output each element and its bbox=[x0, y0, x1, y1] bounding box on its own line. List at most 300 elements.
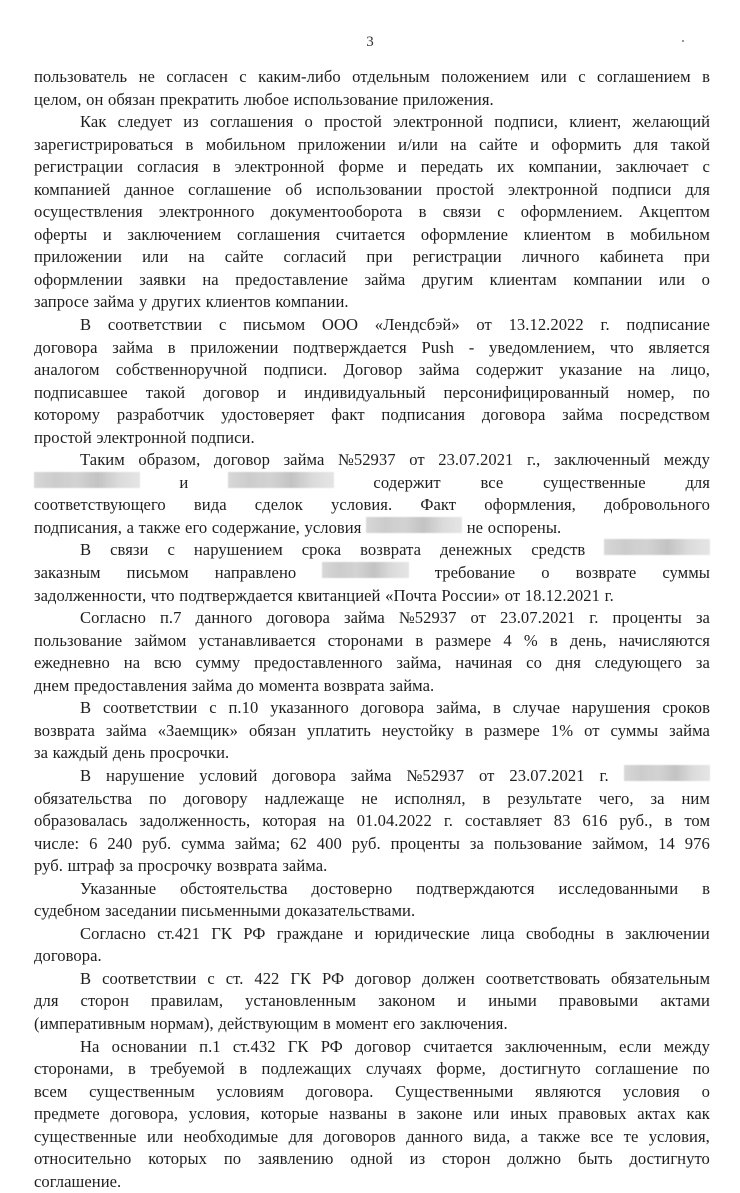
word: ст. bbox=[225, 968, 244, 988]
word: - bbox=[468, 337, 475, 357]
word: с bbox=[207, 968, 215, 988]
word: Согласно bbox=[80, 608, 146, 628]
word: собственноручной bbox=[115, 360, 248, 380]
word: для bbox=[34, 991, 59, 1011]
word: письмом bbox=[243, 315, 306, 335]
word: содержит bbox=[373, 472, 441, 492]
word: составляет bbox=[464, 811, 542, 831]
word: по bbox=[223, 1149, 242, 1169]
word: размере bbox=[435, 630, 492, 650]
word: проценты bbox=[390, 833, 460, 853]
word: между bbox=[663, 1036, 710, 1056]
word: Существенными bbox=[395, 1081, 514, 1101]
word: нарушением bbox=[193, 540, 283, 560]
word: за bbox=[119, 856, 134, 876]
word: их bbox=[497, 157, 515, 177]
word: и bbox=[457, 991, 467, 1011]
word: штраф bbox=[67, 856, 115, 876]
text-line bbox=[34, 179, 710, 202]
word: актами bbox=[660, 991, 710, 1011]
word: На bbox=[80, 1036, 100, 1056]
word: от bbox=[504, 585, 521, 605]
word: заседании bbox=[105, 901, 177, 921]
word: оформить bbox=[551, 134, 622, 154]
word: о bbox=[701, 1081, 710, 1101]
word: требуемой bbox=[150, 1059, 225, 1079]
word: за bbox=[695, 608, 710, 628]
word: одной bbox=[350, 1149, 393, 1169]
text-line bbox=[34, 134, 710, 157]
word: регистрации bbox=[412, 247, 502, 267]
word: правовыми bbox=[558, 991, 639, 1011]
word: передать bbox=[420, 157, 484, 177]
word: 4 bbox=[503, 630, 512, 650]
word: 83 bbox=[553, 811, 571, 831]
word: всем bbox=[34, 1081, 68, 1101]
text-line bbox=[34, 945, 710, 968]
word: в bbox=[702, 67, 710, 86]
word: и/или bbox=[398, 134, 438, 154]
word: иных bbox=[510, 1104, 548, 1124]
word: займа bbox=[364, 269, 406, 289]
word: достигнуто bbox=[629, 1149, 710, 1169]
word: возврата bbox=[360, 540, 422, 560]
word: согласий bbox=[283, 247, 347, 267]
text-line bbox=[34, 810, 710, 833]
word: возврата bbox=[323, 675, 385, 695]
word: днем bbox=[34, 675, 70, 695]
text-line bbox=[34, 855, 710, 878]
word: те bbox=[623, 1126, 639, 1146]
word: 14 bbox=[658, 833, 675, 853]
word: факт bbox=[331, 405, 365, 425]
text-line bbox=[34, 314, 710, 337]
word: каждый bbox=[52, 743, 109, 763]
word: пользование bbox=[34, 630, 123, 650]
word: в bbox=[185, 134, 194, 154]
word: простой bbox=[436, 179, 495, 199]
word: с bbox=[167, 540, 175, 560]
word: задолженности, bbox=[34, 585, 147, 605]
word: руб. bbox=[34, 856, 63, 876]
word: заявки bbox=[139, 269, 186, 289]
word: возврата bbox=[216, 856, 278, 876]
word: приложении bbox=[34, 247, 122, 267]
word: разработчик bbox=[116, 405, 205, 425]
word: за bbox=[650, 788, 665, 808]
word: займа bbox=[93, 292, 135, 312]
word: свободны bbox=[526, 923, 595, 943]
text-line bbox=[34, 990, 710, 1013]
word: договора bbox=[481, 405, 546, 425]
word: желающий bbox=[632, 112, 710, 132]
word: целом, bbox=[34, 89, 82, 109]
word: ГК bbox=[290, 968, 312, 988]
word: на bbox=[188, 247, 205, 267]
word: клиентам bbox=[489, 269, 557, 289]
word: ГК bbox=[211, 923, 232, 943]
word: компании. bbox=[275, 292, 349, 312]
word: для bbox=[685, 472, 710, 492]
word: и bbox=[354, 923, 364, 943]
word: РФ bbox=[243, 923, 266, 943]
word: ГК bbox=[287, 1036, 309, 1056]
word: каким-либо bbox=[258, 67, 341, 86]
word: об bbox=[285, 179, 303, 199]
text-line bbox=[34, 111, 710, 134]
word: электронной bbox=[393, 112, 484, 132]
word: содержание, bbox=[211, 517, 300, 537]
word: иными bbox=[488, 991, 537, 1011]
word: между bbox=[663, 450, 710, 470]
word: в bbox=[128, 1059, 136, 1079]
word: регистрации bbox=[34, 157, 124, 177]
word: 400 bbox=[316, 833, 342, 853]
word: о bbox=[541, 563, 550, 583]
word: подлежащих bbox=[261, 1059, 352, 1079]
word: займа, bbox=[436, 698, 482, 718]
word: РФ bbox=[322, 968, 345, 988]
word: условия, bbox=[648, 1126, 710, 1146]
word: компании bbox=[573, 269, 643, 289]
word: для bbox=[685, 179, 710, 199]
word: что bbox=[609, 337, 634, 357]
word: г. bbox=[599, 765, 609, 785]
word: мобильном bbox=[630, 224, 710, 244]
text-line bbox=[34, 359, 710, 382]
word: приложении bbox=[297, 134, 386, 154]
word: руб. bbox=[142, 833, 172, 853]
word: форме bbox=[338, 157, 384, 177]
word: действующим bbox=[218, 1013, 319, 1033]
word: условия. bbox=[331, 495, 393, 515]
word: его bbox=[185, 517, 208, 537]
word: г. bbox=[443, 811, 453, 831]
word: суммы bbox=[662, 563, 710, 583]
word: подписание bbox=[626, 315, 710, 335]
word: электронной bbox=[234, 157, 325, 177]
word: начисляются bbox=[618, 630, 710, 650]
word: названы bbox=[329, 1104, 388, 1124]
word: квитанцией bbox=[297, 585, 381, 605]
word: договор bbox=[213, 450, 270, 470]
word: считается bbox=[335, 224, 406, 244]
scan-speck bbox=[682, 40, 684, 42]
word: займа; bbox=[234, 833, 281, 853]
word: данное bbox=[124, 179, 175, 199]
word: сделок bbox=[254, 495, 303, 515]
word: если bbox=[618, 1036, 652, 1056]
word: в bbox=[465, 720, 473, 740]
word: номер, bbox=[627, 382, 675, 402]
word: договора. bbox=[34, 946, 102, 966]
word: на bbox=[450, 134, 467, 154]
word: данного bbox=[406, 1126, 463, 1146]
redacted-name-4 bbox=[604, 539, 710, 555]
word: на bbox=[123, 653, 141, 673]
word: от bbox=[584, 720, 600, 740]
word: любое bbox=[243, 89, 289, 109]
word: по bbox=[692, 382, 710, 402]
word: его bbox=[392, 1013, 416, 1033]
word: не bbox=[361, 788, 378, 808]
word: простой bbox=[324, 112, 382, 132]
word: письмом bbox=[126, 563, 189, 583]
text-line bbox=[34, 539, 710, 562]
word: на bbox=[638, 360, 655, 380]
word: такой bbox=[670, 134, 710, 154]
word: договору bbox=[183, 788, 248, 808]
word: займа bbox=[344, 608, 385, 628]
word: согласен bbox=[166, 67, 228, 86]
word: обязан bbox=[108, 89, 156, 109]
word: по bbox=[149, 788, 167, 808]
word: лицо, bbox=[671, 360, 710, 380]
word: сайте bbox=[479, 134, 518, 154]
word: г., bbox=[526, 450, 541, 470]
word: уплатить bbox=[307, 720, 371, 740]
word: существенные bbox=[34, 1126, 137, 1146]
word: компании, bbox=[528, 157, 602, 177]
word: являются bbox=[535, 1081, 602, 1101]
word: использование bbox=[293, 89, 399, 109]
word: с bbox=[218, 315, 227, 335]
word: о bbox=[701, 269, 710, 289]
word: В bbox=[80, 765, 92, 785]
word: 240 bbox=[107, 833, 133, 853]
word: п.1 bbox=[199, 1036, 221, 1056]
word: 616 bbox=[582, 811, 608, 831]
word: соответствовать bbox=[485, 968, 601, 988]
page-number: 3 bbox=[366, 34, 374, 50]
word: установленным bbox=[245, 991, 357, 1011]
word: достигнуто bbox=[500, 1059, 581, 1079]
word: договор bbox=[355, 968, 412, 988]
word: всю bbox=[153, 653, 182, 673]
word: которых bbox=[148, 1149, 207, 1169]
word: о bbox=[304, 112, 313, 132]
word: соглашением bbox=[597, 67, 691, 86]
word: и bbox=[397, 157, 407, 177]
word: договор bbox=[203, 382, 260, 402]
word: 23.07.2021 bbox=[500, 608, 576, 628]
word: надлежаще bbox=[264, 788, 345, 808]
word: заказным bbox=[34, 563, 101, 583]
word: для bbox=[633, 134, 659, 154]
word: других bbox=[151, 292, 202, 312]
word: соглашение bbox=[595, 1059, 679, 1079]
word: прекратить bbox=[159, 89, 240, 109]
word: заключает bbox=[615, 157, 689, 177]
word: или bbox=[142, 247, 169, 267]
text-line bbox=[34, 1103, 710, 1126]
text-line bbox=[34, 1013, 710, 1036]
word: соответствии bbox=[102, 968, 197, 988]
word: за bbox=[469, 833, 484, 853]
word: размере bbox=[483, 720, 540, 740]
word: г. bbox=[600, 315, 610, 335]
word: содержит bbox=[475, 360, 544, 380]
word: письменными bbox=[181, 901, 281, 921]
word: в bbox=[605, 923, 614, 943]
word: займом bbox=[134, 630, 187, 650]
text-line bbox=[34, 156, 710, 179]
text-line bbox=[34, 427, 710, 450]
word: Указанные bbox=[80, 878, 157, 898]
text-line bbox=[34, 1058, 710, 1081]
word: сумма bbox=[181, 833, 225, 853]
text-line bbox=[34, 742, 710, 765]
word: за bbox=[34, 743, 49, 763]
word: (императивным bbox=[34, 1013, 146, 1033]
word: соответствующего bbox=[34, 495, 166, 515]
word: электронной bbox=[96, 427, 187, 447]
word: Факт bbox=[420, 495, 457, 515]
text-line bbox=[34, 968, 710, 991]
word: условия bbox=[622, 1081, 680, 1101]
redacted-name-6 bbox=[624, 765, 710, 781]
word: Согласно bbox=[80, 923, 146, 943]
word: 62 bbox=[290, 833, 307, 853]
word: обязательства bbox=[34, 788, 133, 808]
word: займа bbox=[562, 405, 603, 425]
word: оформление bbox=[420, 224, 509, 244]
word: правовых bbox=[558, 1104, 627, 1124]
word: задолженность, bbox=[139, 811, 251, 831]
word: случаях bbox=[366, 1059, 422, 1079]
text-line bbox=[34, 291, 710, 314]
word: должно bbox=[507, 1149, 562, 1169]
word: срока bbox=[301, 540, 342, 560]
word: является bbox=[648, 337, 710, 357]
word: займа bbox=[112, 337, 154, 357]
word: в bbox=[167, 337, 176, 357]
word: займом, bbox=[591, 833, 649, 853]
word: не bbox=[138, 67, 155, 86]
word: условиям bbox=[216, 1081, 285, 1101]
word: заключения. bbox=[419, 1013, 508, 1033]
word: условий bbox=[199, 765, 258, 785]
word: начиная bbox=[455, 653, 513, 673]
word: которому bbox=[34, 405, 101, 425]
word: Акцептом bbox=[638, 202, 710, 222]
text-line bbox=[34, 1126, 710, 1149]
word: от bbox=[479, 765, 495, 785]
word: возврате bbox=[575, 563, 637, 583]
word: личного bbox=[521, 247, 580, 267]
word: руб., bbox=[619, 811, 653, 831]
word: подтверждается bbox=[179, 585, 293, 605]
word: договора bbox=[272, 765, 336, 785]
word: вида bbox=[193, 495, 227, 515]
word: договора bbox=[360, 698, 425, 718]
word: подписи, bbox=[494, 112, 558, 132]
word: договора bbox=[34, 337, 98, 357]
word: образовалась bbox=[34, 811, 128, 831]
word: РФ bbox=[320, 1036, 343, 1056]
word: необходимые bbox=[183, 1126, 279, 1146]
word: сроков bbox=[662, 698, 710, 718]
word: договора, bbox=[110, 1104, 179, 1124]
word: обязательным bbox=[610, 968, 710, 988]
word: запросе bbox=[34, 292, 89, 312]
word: законе bbox=[416, 1104, 463, 1124]
word: договора. bbox=[305, 1081, 374, 1101]
word: простой bbox=[34, 427, 92, 447]
word: считается bbox=[423, 1036, 493, 1056]
word: 422 bbox=[254, 968, 280, 988]
word: исследованными bbox=[558, 878, 679, 898]
word: чего, bbox=[598, 788, 634, 808]
word: должен bbox=[422, 968, 475, 988]
text-line bbox=[34, 630, 710, 653]
text-line bbox=[34, 449, 710, 472]
word: посредством bbox=[619, 405, 710, 425]
word: относительно bbox=[34, 1149, 132, 1169]
word: следующего bbox=[594, 653, 682, 673]
word: Push bbox=[421, 337, 454, 357]
word: удостоверяет bbox=[221, 405, 315, 425]
word: 976 bbox=[684, 833, 710, 853]
word: документооборота bbox=[270, 202, 403, 222]
text-line bbox=[34, 404, 710, 427]
word: 6 bbox=[89, 833, 98, 853]
word: клиент, bbox=[569, 112, 622, 132]
word: указание bbox=[559, 360, 623, 380]
word: соглашение. bbox=[34, 1171, 122, 1191]
text-line bbox=[34, 720, 710, 743]
word: индивидуальный bbox=[304, 382, 426, 402]
word: электронной bbox=[508, 179, 598, 199]
word: вида, bbox=[473, 1126, 511, 1146]
word: нормам), bbox=[150, 1013, 214, 1033]
word: «Лендсбэй» bbox=[374, 315, 460, 335]
word: осуществления bbox=[34, 202, 143, 222]
word: России» bbox=[441, 585, 501, 605]
word: сумму bbox=[195, 653, 241, 673]
word: 13.12.2022 bbox=[508, 315, 584, 335]
word: в bbox=[323, 1013, 331, 1033]
word: с bbox=[578, 67, 586, 86]
word: В bbox=[80, 315, 92, 335]
text-line bbox=[34, 1148, 710, 1171]
text-line bbox=[34, 562, 710, 585]
word: ним bbox=[681, 788, 710, 808]
word: оформлением. bbox=[520, 202, 623, 222]
word: ст.432 bbox=[232, 1036, 276, 1056]
word: №52937 bbox=[406, 765, 465, 785]
word: в bbox=[239, 1059, 248, 1079]
word: займа bbox=[283, 450, 325, 470]
word: форме, bbox=[436, 1059, 486, 1079]
word: соглашение bbox=[188, 179, 272, 199]
word: сторонами bbox=[327, 630, 404, 650]
word: которые bbox=[260, 1104, 319, 1124]
word: все bbox=[480, 472, 504, 492]
word: компанией bbox=[34, 179, 111, 199]
word: требование bbox=[434, 563, 516, 583]
text-line bbox=[34, 652, 710, 675]
word: не bbox=[466, 517, 484, 537]
word: заключенным, bbox=[504, 1036, 607, 1056]
text-line bbox=[34, 585, 710, 608]
word: от bbox=[470, 608, 486, 628]
word: ст.421 bbox=[157, 923, 200, 943]
redacted-name-5 bbox=[322, 562, 408, 578]
word: направлено bbox=[214, 563, 297, 583]
word: заявлению bbox=[257, 1149, 334, 1169]
word: другим bbox=[421, 269, 474, 289]
